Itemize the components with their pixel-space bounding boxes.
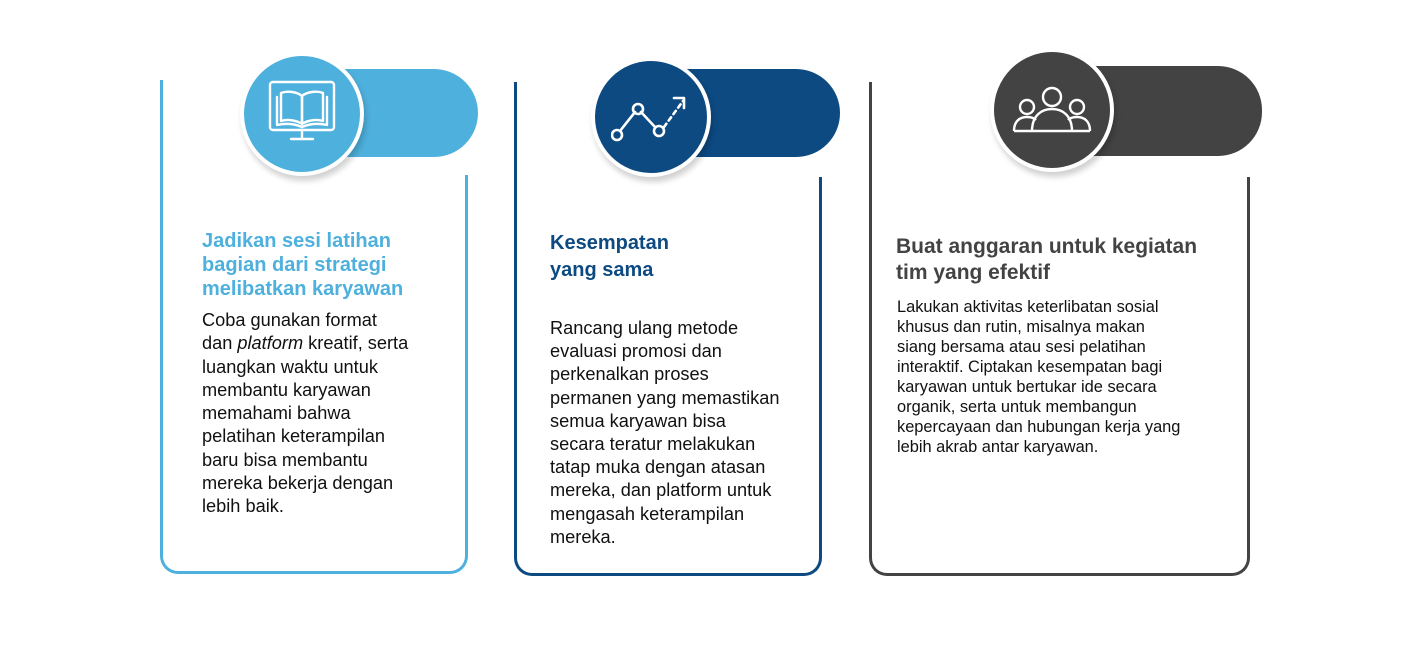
body-line: evaluasi promosi dan	[550, 341, 722, 362]
card-title	[550, 230, 790, 284]
body-line: organik, serta untuk membangun	[897, 398, 1137, 416]
body-line: perkenalkan proses	[550, 364, 709, 385]
title-line: tim yang efektif	[896, 261, 1051, 284]
body-line: kepercayaan dan hubungan kerja yang	[897, 418, 1181, 436]
body-line: baru bisa membantu	[202, 449, 368, 470]
body-line	[202, 332, 442, 355]
body-text: dan	[202, 333, 238, 354]
card-title	[202, 229, 442, 301]
body-line: siang bersama atau sesi pelatihan	[897, 338, 1146, 356]
body-line: Coba gunakan format	[202, 310, 377, 330]
card-body	[550, 317, 806, 549]
title-line: Jadikan sesi latihan	[202, 230, 391, 252]
card-title	[896, 234, 1226, 286]
trend-chart-icon	[591, 57, 711, 177]
body-line: karyawan untuk bertukar ide secara	[897, 378, 1157, 396]
body-line: permanen yang memastikan	[550, 387, 780, 408]
emphasis-text: platform	[237, 333, 304, 354]
body-line: mereka.	[550, 526, 616, 547]
title-line: Kesempatan	[550, 232, 669, 254]
title-line: yang sama	[550, 259, 654, 281]
body-line: secara teratur melakukan	[550, 434, 756, 455]
title-line: Buat anggaran untuk kegiatan	[896, 235, 1198, 258]
body-line: membantu karyawan	[202, 379, 371, 400]
body-line: lebih akrab antar karyawan.	[897, 438, 1099, 456]
card-body	[202, 309, 442, 519]
body-line: Lakukan aktivitas keterlibatan sosial	[897, 298, 1159, 316]
body-line: semua karyawan bisa	[550, 410, 726, 431]
body-line: mengasah keterampilan	[550, 503, 745, 524]
team-group-icon	[990, 48, 1114, 172]
body-line: tatap muka dengan atasan	[550, 457, 766, 478]
body-line: pelatihan keterampilan	[202, 426, 386, 447]
monitor-book-icon	[240, 52, 364, 176]
body-line: Rancang ulang metode	[550, 318, 739, 338]
body-text: kreatif, serta	[303, 333, 409, 354]
body-line: luangkan waktu untuk	[202, 356, 378, 377]
body-line: mereka, dan platform untuk	[550, 480, 772, 501]
body-line: khusus dan rutin, misalnya makan	[897, 318, 1145, 336]
title-line: bagian dari strategi	[202, 254, 387, 276]
card-body	[897, 297, 1227, 457]
body-line: memahami bahwa	[202, 403, 351, 424]
body-line: mereka bekerja dengan	[202, 473, 394, 494]
body-line: interaktif. Ciptakan kesempatan bagi	[897, 358, 1163, 376]
body-line: lebih baik.	[202, 496, 284, 517]
title-line: melibatkan karyawan	[202, 278, 404, 300]
